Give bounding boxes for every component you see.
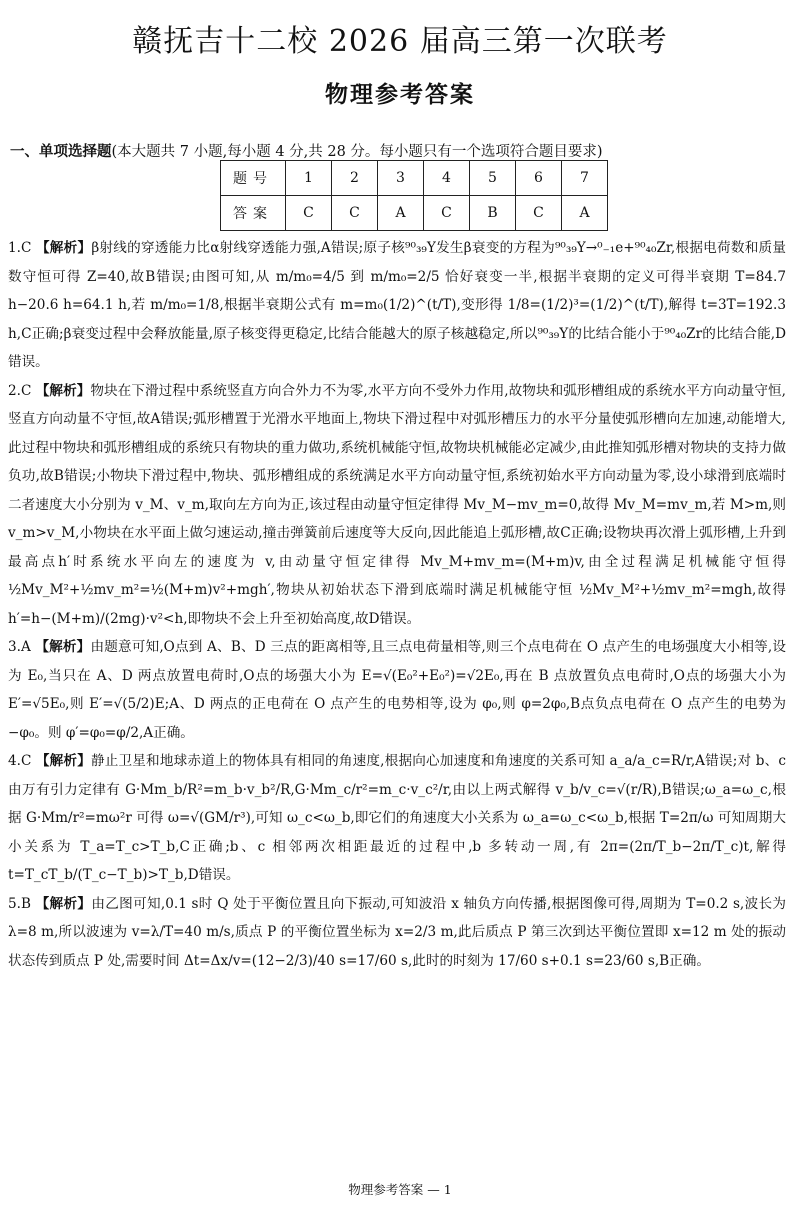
analysis-tag: 【解析】 [35, 240, 92, 256]
solution-number: 1.C [8, 240, 32, 256]
question-number: 5 [470, 161, 516, 196]
answer-table-header-row [221, 161, 608, 196]
answer-cell: C [424, 196, 470, 231]
answer-cell: C [332, 196, 378, 231]
solution-text: 静止卫星和地球赤道上的物体具有相同的角速度,根据向心加速度和角速度的关系可知 a_a/a_c=R/r,A错误;对 b、c 由万有引力定律有 G·Mm_b/R²=m_b·v_b²/R,G·Mm_c/r²=m_c·v_c²/r,由以上两式解得 v_b/v_c=√(r/R),B错误;ω_a=ω_c,根据 G·Mm/r²=mω²r 可得 ω=√(GM/r³),可知 ω_c<ω_b,即它们的角速度大小关系为 ω_a=ω_c<ω_b,根据 T=2π/ω 可知周期大小关系为 T_a=T_c>T_b,C正确;b、c 相邻两次相距最近的过程中,b 多转动一周,有 2π=(2π/T_b−2π/T_c)t,解得 t=T_cT_b/(T_c−T_b)>T_b,D错误。 [8, 753, 786, 883]
analysis-tag: 【解析】 [35, 382, 91, 399]
question-number: 4 [424, 161, 470, 196]
answer-cell: B [470, 196, 516, 231]
solution-3 [8, 633, 786, 747]
answer-cell: A [562, 196, 608, 231]
question-number: 2 [332, 161, 378, 196]
solution-number: 3.A [8, 639, 31, 655]
answer-cell: C [516, 196, 562, 231]
solution-text: 由题意可知,O点到 A、B、D 三点的距离相等,且三点电荷量相等,则三个点电荷在 O 点产生的电场强度大小相等,设为 E₀,当只在 A、D 两点放置电荷时,O点的场强大小为 E=√(E₀²+E₀²)=√2E₀,再在 B 点放置负点电荷时,O点的场强大小为 E′=√5E₀,则 E′=√(5/2)E;A、D 两点的正电荷在 O 点产生的电势相等,设为 φ₀,则 φ=2φ₀,B点负点电荷在 O 点产生的电势为 −φ₀。则 φ′=φ₀=φ/2,A正确。 [8, 639, 787, 741]
answer-cell: A [378, 196, 424, 231]
answer-label: 答案 [221, 196, 286, 231]
section-label: 一、单项选择题 [10, 143, 112, 160]
analysis-tag: 【解析】 [35, 895, 92, 912]
solution-5 [8, 890, 786, 976]
solutions-body [8, 234, 786, 975]
question-number-label: 题号 [221, 161, 286, 196]
question-number: 6 [516, 161, 562, 196]
solution-number: 5.B [8, 895, 31, 912]
analysis-tag: 【解析】 [35, 753, 91, 769]
answer-key-title: 物理参考答案 [325, 81, 475, 108]
question-number: 7 [562, 161, 608, 196]
question-number: 3 [378, 161, 424, 196]
exam-title: 赣抚吉十二校 2026 届高三第一次联考 [132, 24, 668, 59]
answer-cell: C [286, 196, 332, 231]
solution-text: 物块在下滑过程中系统竖直方向合外力不为零,水平方向不受外力作用,故物块和弧形槽组成的系统水平方向动量守恒,竖直方向动量不守恒,故A错误;弧形槽置于光滑水平地面上,物块下滑过程中对弧形槽压力的水平分量使弧形槽向左加速,动能增大,此过程中物块和弧形槽组成的系统只有物块的重力做功,系统机械能守恒,故物块机械能必定减少,由此推知弧形槽对物块的支持力做负功,故B错误;小物块下滑过程中,物块、弧形槽组成的系统满足水平方向动量守恒,系统初始水平方向动量为零,设小球滑到底端时二者速度大小分别为 v_M、v_m,取向左方向为正,该过程由动量守恒定律得 Mv_M−mv_m=0,故得 Mv_M=mv_m,若 M>m,则 v_m>v_M,小物块在水平面上做匀速运动,撞击弹簧前后速度等大反向,因此能追上弧形槽,故C正确;设物块再次滑上弧形槽,上升到最高点h′时系统水平向左的速度为 v,由动量守恒定律得 Mv_M+mv_m=(M+m)v,由全过程满足机械能守恒得 ½Mv_M²+½mv_m²=½(M+m)v²+mgh′,物块从初始状态下滑到底端时满足机械能守恒 ½Mv_M²+½mv_m²=mgh,故得 h′=h−(M+m)/(2mg)·v²<h,即物块不会上升至初始高度,故D错误。 [8, 382, 787, 627]
answer-table [220, 160, 608, 231]
section-heading [10, 140, 603, 161]
analysis-tag: 【解析】 [35, 639, 91, 655]
question-number: 1 [286, 161, 332, 196]
solution-text: β射线的穿透能力比α射线穿透能力强,A错误;原子核⁹⁰₃₉Y发生β衰变的方程为⁹⁰₃₉Y→⁰₋₁e+⁹⁰₄₀Zr,根据电荷数和质量数守恒可得 Z=40,故B错误;由图可知,从 m/m₀=4/5 到 m/m₀=2/5 恰好衰变一半,根据半衰期的定义可得半衰期 T=84.7 h−20.6 h=64.1 h,若 m/m₀=1/8,根据半衰期公式有 m=m₀(1/2)^(t/T),变形得 1/8=(1/2)³=(1/2)^(t/T),解得 t=3T=192.3 h,C正确;β衰变过程中会释放能量,原子核变得更稳定,比结合能越大的原子核越稳定,所以⁹⁰₃₉Y的比结合能小于⁹⁰₄₀Zr的比结合能,D错误。 [8, 240, 786, 370]
page-footer: 物理参考答案 — 1 [348, 1182, 452, 1197]
answer-table-answer-row [221, 196, 608, 231]
solution-1 [8, 234, 786, 377]
solution-number: 2.C [8, 382, 32, 399]
solution-number: 4.C [8, 753, 32, 769]
solution-4 [8, 747, 786, 890]
solution-text: 由乙图可知,0.1 s时 Q 处于平衡位置且向下振动,可知波沿 x 轴负方向传播,根据图像可得,周期为 T=0.2 s,波长为 λ=8 m,所以波速为 v=λ/T=40 m/s,质点 P 的平衡位置坐标为 x=2/3 m,此后质点 P 第三次到达平衡位置即 x=12 m 处的振动状态传到质点 P 处,需要时间 Δt=Δx/v=(12−2/3)/40 s=17/60 s,此时的时刻为 17/60 s+0.1 s=23/60 s,B正确。 [8, 895, 787, 969]
section-description: (本大题共 7 小题,每小题 4 分,共 28 分。每小题只有一个选项符合题目要求) [111, 144, 603, 160]
solution-2 [8, 377, 786, 634]
